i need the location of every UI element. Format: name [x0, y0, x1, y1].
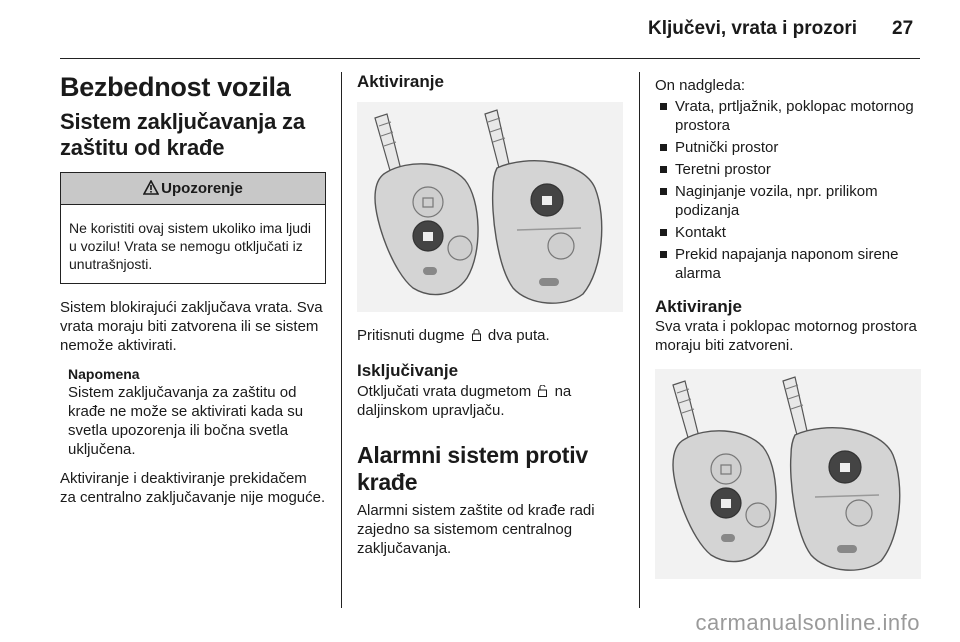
list-item: Vrata, prtljažnik, poklopac motornog prostora: [655, 97, 921, 135]
section-title: Bezbednost vozila: [60, 72, 291, 102]
page-number: 27: [892, 18, 914, 39]
list-item: Prekid napajanja naponom sirene alarma: [655, 245, 921, 283]
alarm-description: Alarmni sistem zaštite od krađe radi zajedno sa sistemom centralnog zaključavanja.: [357, 501, 595, 557]
list-item: Kontakt: [655, 223, 921, 242]
column-divider-2: [639, 72, 640, 608]
warning-text: Ne koristiti ovaj sistem ukoliko ima ljudi u vozilu! Vrata se nemogu otključati iz unutrašnjosti.: [69, 219, 311, 272]
monitors-label: On nadgleda:: [655, 77, 746, 94]
running-header-title: Ključevi, vrata i prozori: [648, 18, 858, 39]
list-item: Naginjanje vozila, npr. prilikom podizanja: [655, 182, 921, 220]
monitors-list: [655, 97, 921, 283]
column-2: [357, 72, 623, 558]
warning-label: Upozorenje: [161, 179, 243, 197]
lock-icon: [472, 329, 481, 341]
activation-requirement: Sva vrata i poklopac motornog prostora moraju biti zatvoreni.: [655, 318, 917, 355]
column-3: [655, 72, 921, 579]
watermark: carmanualsonline.info: [695, 610, 920, 635]
deactivation-text: [357, 382, 623, 420]
caption-text-start: Pritisnuti dugme: [357, 327, 465, 345]
remote-key-illustration-2: [655, 369, 921, 579]
deactivation-text-end: na daljinskom upravljaču.: [357, 382, 572, 419]
heading-activation: Aktiviranje: [357, 72, 444, 91]
heading-deactivation: Isključivanje: [357, 361, 459, 381]
heading-activation-alarm: Aktiviranje: [655, 297, 742, 316]
subsection-title: Sistem zaključavanja za zaštitu od krađe: [60, 109, 305, 161]
column-1: [60, 72, 326, 507]
warning-box: [60, 172, 326, 284]
alarm-section-title: Alarmni sistem protiv krađe: [357, 441, 588, 496]
remote-key-illustration: [357, 102, 623, 312]
list-item: Putnički prostor: [655, 138, 921, 157]
note-title: Napomena: [68, 365, 140, 382]
paragraph-switch-info: Aktiviranje i deaktiviranje prekidačem za centralno zaključavanje nije moguće.: [60, 469, 326, 506]
caption-text-end: dva puta.: [487, 327, 550, 345]
deactivation-text-start: Otključati vrata dugmetom: [357, 382, 532, 400]
warning-triangle-icon: [143, 180, 159, 195]
list-item: Teretni prostor: [655, 160, 921, 179]
warning-header: [61, 173, 325, 205]
caption-press-button: [357, 326, 623, 345]
column-divider-1: [341, 72, 342, 608]
unlock-icon: [538, 385, 547, 397]
paragraph-system-info: Sistem blokirajući zaključava vrata. Sva vrata moraju biti zatvorena ili se sistem nemože aktivirati.: [60, 298, 323, 354]
note-text: Sistem zaključavanja za zaštitu od krađe ne može se aktivirati kada su svetla upozorenja ili bočna svetla uključena.: [68, 383, 304, 458]
header-rule: [60, 58, 920, 59]
note-block: [60, 365, 326, 459]
